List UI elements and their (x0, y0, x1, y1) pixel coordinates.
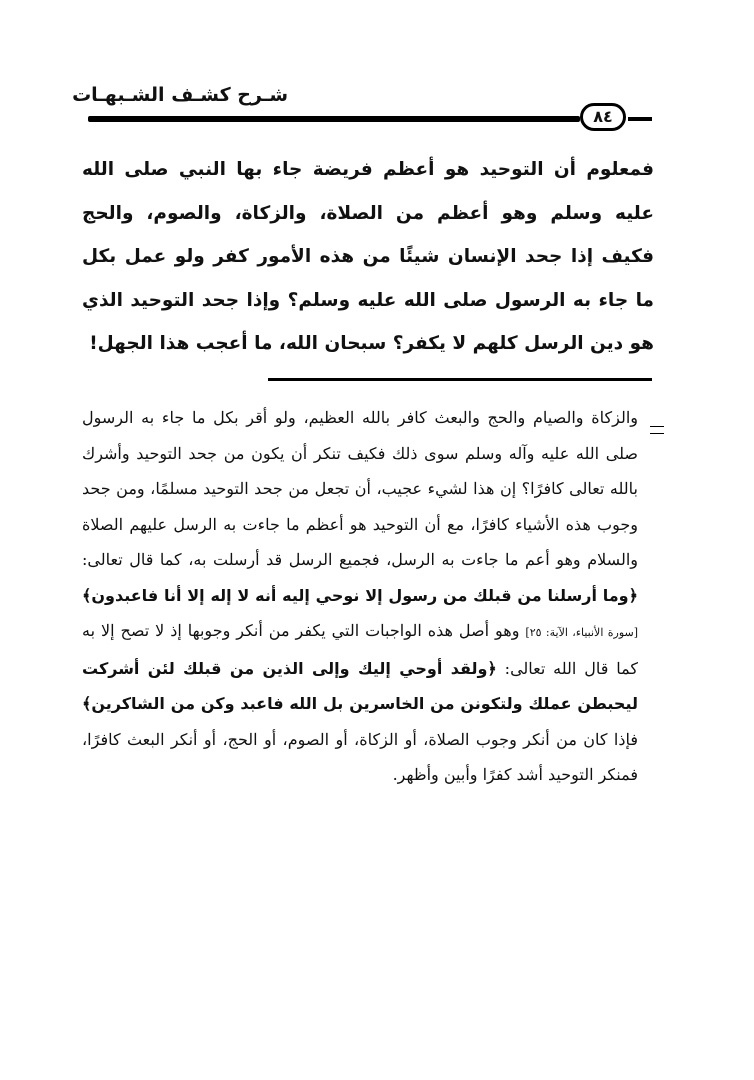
footnote-separator (268, 378, 652, 381)
footnote-marker (650, 426, 664, 434)
footnote-part-1: والزكاة والصيام والحج والبعث كافر بالله العظيم، ولو أقر بكل ما جاء به الرسول صلى الله عليه وآله وسلم سوى ذلك فكيف تنكر أن يكون من جحد التوحيد وأشرك بالله تعالى كافرًا؟ إن هذا لشيء عجيب، أن تجعل من جحد التوحيد مسلمًا، ومن جحد وجوب هذه الأشياء كافرًا، مع أن التوحيد هو أعظم ما جاءت به الرسل عليهم الصلاة والسلام وهو أعم ما جاءت به الرسل، فجميع الرسل قد أرسلت به، كما قال تعالى: (82, 408, 638, 569)
footnote-part-2: وهو أصل هذه الواجبات التي يكفر من أنكر وجوبها إذ لا تصح إلا به كما قال الله تعالى: (82, 621, 638, 678)
main-paragraph: فمعلوم أن التوحيد هو أعظم فريضة جاء بها النبي صلى الله عليه وسلم وهو أعظم من الصلاة، والزكاة، والصوم، والحج فكيف إذا جحد الإنسان شيئًا من هذه الأمور كفر ولو عمل بكل ما جاء به الرسول صلى الله عليه وسلم؟ وإذا جحد التوحيد الذي هو دين الرسل كلهم لا يكفر؟ سبحان الله، ما أعجب هذا الجهل! (82, 159, 654, 354)
quran-reference-1: [سورة الأنبياء، الآية: ٢٥] (525, 626, 639, 639)
running-header-title: شـرح كشـف الشـبهـات (72, 84, 288, 106)
quran-quote-1: ﴿وما أرسلنا من قبلك من رسول إلا نوحي إليه أنه لا إله إلا أنا فاعبدون﴾ (82, 585, 638, 605)
footnote-part-3: فإذا كان من أنكر وجوب الصلاة، أو الزكاة، أو الصوم، أو الحج، أو أنكر البعث كافرًا، فمنكر التوحيد أشد كفرًا وأبين وأظهر. (82, 729, 638, 784)
footnote-text (82, 400, 638, 793)
page-number: ٨٤ (580, 103, 626, 131)
header-rule-short (628, 117, 652, 121)
quran-quote-2: ﴿ولقد أوحي إليك وإلى الذين من قبلك لئن أشركت ليحبطن عملك ولتكونن من الخاسرين بل الله فاعبد وكن من الشاكرين﴾ (82, 658, 638, 713)
header-rule (88, 116, 580, 122)
